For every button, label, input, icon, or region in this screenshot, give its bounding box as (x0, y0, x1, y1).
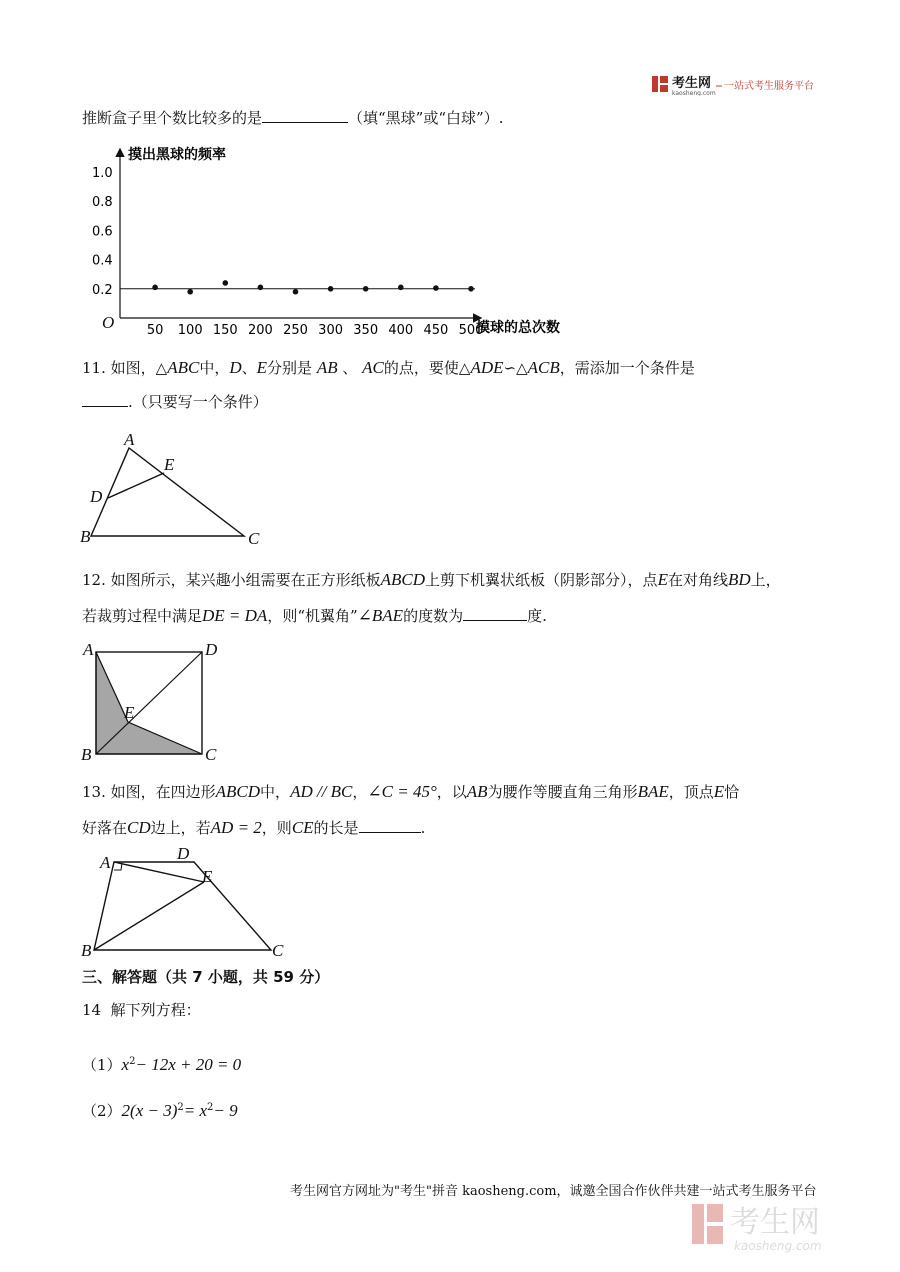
q11-line2 (82, 392, 268, 412)
q11-figure (76, 426, 276, 550)
data-point (398, 285, 404, 291)
q11-comma: 、 (241, 359, 257, 377)
q11-e: E (256, 358, 268, 377)
q12-figure (78, 638, 228, 764)
q11-text1: 如图， (110, 359, 156, 377)
y-tick-label: 0.4 (92, 253, 113, 269)
q14-p1-exp: 2 (129, 1056, 136, 1067)
q14-p2-exp: 2 (177, 1102, 184, 1113)
y-tick-label: 0.6 (92, 224, 113, 240)
q12-eq: DE = DA (202, 606, 268, 625)
q12-line2 (82, 606, 547, 626)
q10-text-before: 推断盒子里个数比较多的是 (82, 109, 263, 127)
q14-num: 14 (82, 1001, 102, 1019)
label-d: D (90, 487, 103, 506)
label-b: B (80, 527, 91, 546)
q11-text3: 分别是 (267, 359, 313, 377)
q13-line1 (82, 782, 739, 802)
q13-bae: BAE (637, 782, 669, 801)
label-c: C (272, 941, 284, 960)
q13-ce: CE (291, 818, 314, 837)
x-tick-label: 300 (318, 323, 344, 338)
data-point (433, 285, 439, 291)
q11-ade: ADE (470, 358, 504, 377)
q12-bd: BD (727, 570, 751, 589)
label-a: A (124, 430, 135, 449)
label-a: A (83, 640, 94, 659)
label-c: C (248, 529, 260, 548)
q11-num: 11. (82, 359, 106, 377)
x-axis-label: 摸球的总次数 (476, 320, 560, 336)
data-point (258, 285, 264, 291)
section-3-title: 三、解答题（共 7 小题，共 59 分） (82, 968, 330, 986)
watermark-brand: 考生网 (730, 1205, 820, 1240)
q12-text5: 若裁剪过程中满足 (82, 607, 203, 625)
label-d: D (205, 640, 218, 659)
q10-tail (82, 108, 503, 128)
q11-text6: .（只要写一个条件） (128, 393, 268, 411)
header-brand: 考生网 (672, 76, 712, 91)
watermark (690, 1198, 860, 1254)
data-point (468, 286, 474, 292)
q12-num: 12. (82, 571, 106, 589)
q10-answer-blank (262, 108, 348, 123)
q13-ad2: AD = 2 (210, 818, 262, 837)
q11-ac: AC (362, 358, 384, 377)
data-point (328, 286, 334, 292)
q14-p2-exp2: 2 (207, 1102, 214, 1113)
frequency-chart (80, 142, 600, 342)
q13-text5: 为腰作等腰直角三角形 (487, 783, 638, 801)
x-tick-label: 400 (388, 323, 414, 338)
q13-text4: ，以 (436, 783, 467, 801)
q14-title (82, 1000, 201, 1020)
q11-text4: 的点，要使 (383, 359, 459, 377)
q14-p1-rest: − 12x + 20 = 0 (135, 1055, 242, 1074)
q13-figure (78, 846, 298, 962)
y-axis-label: 摸出黑球的频率 (128, 147, 226, 163)
q12-abcd: ABCD (380, 570, 426, 589)
watermark-logo-icon (692, 1204, 704, 1244)
label-b: B (81, 941, 92, 960)
q11-ab: AB (316, 358, 338, 377)
q13-angle-c: ∠C = 45° (367, 782, 437, 801)
q11-text5: ，需添加一个条件是 (559, 359, 695, 377)
q11-line1 (82, 358, 695, 378)
data-point (152, 285, 158, 291)
footer-text: 考生网官方网址为"考生"拼音 kaosheng.com，诚邀全国合作伙伴共建一站式考生服务平台 (290, 1184, 817, 1199)
q14-p2-label: （2） (82, 1102, 122, 1120)
x-tick-label: 450 (423, 323, 449, 338)
label-a: A (100, 853, 111, 872)
q13-line2 (82, 818, 425, 838)
kaosheng-logo-icon (652, 74, 822, 96)
triangle-symbol: △ (458, 359, 471, 377)
q12-e: E (657, 570, 668, 589)
q13-e: E (713, 782, 725, 801)
y-tick-label: 1.0 (92, 166, 113, 181)
q12-angle: ∠BAE (357, 606, 404, 625)
q13-ab: AB (466, 782, 488, 801)
q12-text4: 上， (750, 571, 781, 589)
label-e: E (202, 867, 213, 886)
header-domain: kaosheng.com (672, 90, 716, 96)
q11-d: D (229, 358, 242, 377)
x-tick-label: 350 (353, 323, 379, 338)
label-b: B (81, 745, 92, 764)
x-tick-label: 50 (146, 323, 164, 338)
q13-text9: 边上，若 (150, 819, 211, 837)
q11-answer-blank (82, 392, 128, 407)
q13-num: 13. (82, 783, 106, 801)
q12-line1 (82, 570, 781, 590)
q13-text10: ，则 (261, 819, 292, 837)
q13-answer-blank (359, 818, 421, 833)
label-e: E (124, 703, 135, 722)
label-e: E (164, 455, 175, 474)
q13-cd: CD (127, 818, 151, 837)
q11-abc: ABC (167, 358, 200, 377)
q12-text8: 度. (527, 607, 547, 625)
q12-answer-blank (463, 606, 527, 621)
q13-parallel: AD // BC (290, 782, 353, 801)
similar-symbol: ∽ (503, 359, 517, 377)
y-tick-label: 0.8 (92, 195, 113, 211)
header-slogan: 一站式考生服务平台 (724, 81, 814, 92)
q13-text8: 好落在 (82, 819, 128, 837)
x-tick-label: 150 (212, 323, 238, 338)
q12-text6: ，则“机翼角” (267, 607, 358, 625)
q14-p2-left: 2(x − 3) (121, 1101, 178, 1120)
q13-text1: 如图，在四边形 (110, 783, 216, 801)
q13-text12: . (420, 819, 426, 837)
triangle-symbol: △ (516, 359, 528, 377)
triangle-symbol: △ (155, 359, 168, 377)
x-tick-label: 100 (177, 323, 203, 338)
q14-p1-x: x (121, 1055, 130, 1074)
data-point (223, 280, 229, 286)
q12-text1: 如图所示，某兴趣小组需要在正方形纸板 (110, 571, 381, 589)
segment-ae (114, 862, 204, 882)
label-d: D (177, 846, 190, 863)
q14-title-text: 解下列方程： (110, 1001, 201, 1019)
q13-text7: 恰 (724, 783, 740, 801)
data-point (293, 289, 299, 295)
segment-be (94, 882, 204, 950)
q11-text2: 中， (199, 359, 230, 377)
data-point (363, 286, 369, 292)
q12-text3: 在对角线 (667, 571, 728, 589)
q12-text7: 的度数为 (403, 607, 464, 625)
quad-abcd (94, 862, 271, 950)
q11-acb: ACB (527, 358, 560, 377)
q11-sep: 、 (342, 359, 358, 377)
data-point (187, 289, 193, 295)
header-logo (652, 74, 822, 96)
q13-abcd: ABCD (215, 782, 261, 801)
q12-text2: 上剪下机翼状纸板（阴影部分），点 (425, 571, 658, 589)
watermark-domain: kaosheng.com (734, 1239, 822, 1253)
q14-p1-label: （1） (82, 1056, 122, 1074)
q13-text3: ， (352, 783, 368, 801)
q14-p2-rest: − 9 (213, 1101, 238, 1120)
q13-text11: 的长是 (313, 819, 359, 837)
q13-text6: ，顶点 (668, 783, 714, 801)
q10-text-after: （填“黑球”或“白球”）. (348, 109, 504, 127)
q13-text2: 中， (260, 783, 291, 801)
y-tick-label: 0.2 (92, 282, 113, 298)
x-tick-label: 200 (247, 323, 273, 338)
q14-part1 (82, 1052, 241, 1075)
origin-label: O (102, 313, 115, 332)
q14-p2-mid: = x (183, 1101, 208, 1120)
x-tick-label: 500 (458, 323, 484, 338)
label-c: C (205, 745, 217, 764)
x-tick-label: 250 (283, 323, 308, 338)
q14-part2 (82, 1098, 238, 1121)
